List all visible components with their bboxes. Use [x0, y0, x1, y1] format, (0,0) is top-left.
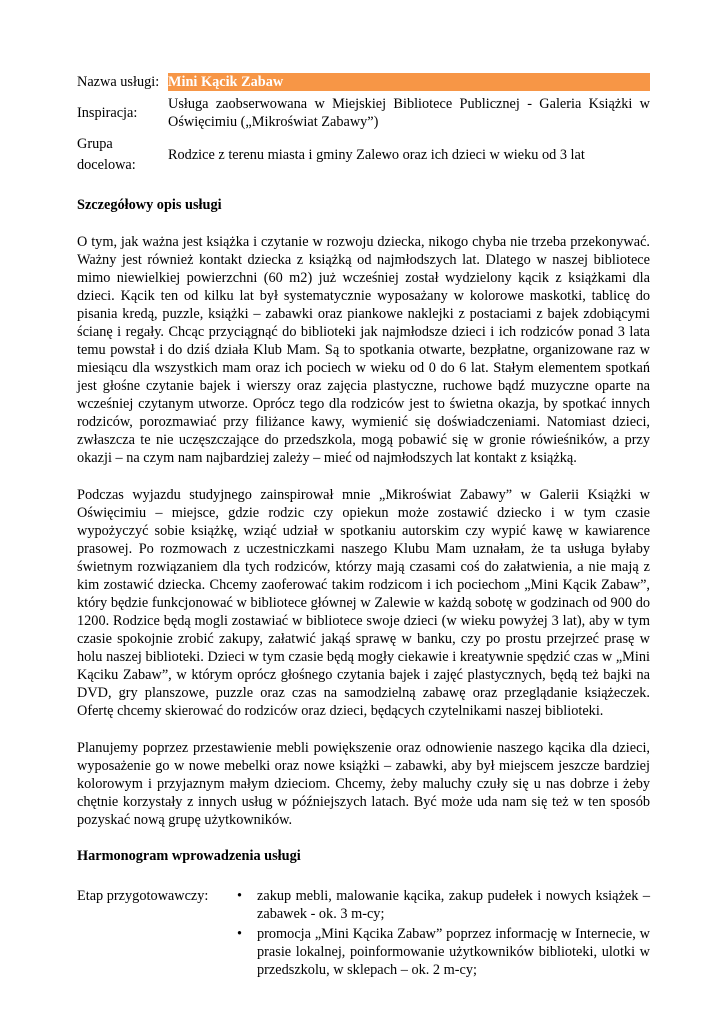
- document-page: [77, 73, 650, 981]
- preparation-stage-label: Etap przygotowawczy:: [77, 888, 209, 904]
- description-paragraph-2: Podczas wyjazdu studyjnego zainspirował mnie „Mikroświat Zabawy” w Galerii Książki w Oświęcimiu – miejsce, gdzie rodzic czy opiekun może zostawić dziecko i w tym czasie wypożyczyć sobie książkę, wziąć udział w spotkaniu autorskim czy wypić kawę w kawiarence prasowej. Po rozmowach z uczestniczkami naszego Klubu Mam uznałam, że ta usługa byłaby świetnym rozwiązaniem dla tych rodziców, którzy mają czasami coś do załatwienia, a nie mają z kim zostawić dziecka. Chcemy zaoferować takim rodzicom i ich pociechom „Mini Kącik Zabaw”, który będzie funkcjonować w bibliotece głównej w Zalewie w każdą sobotę w godzinach od 900 do 1200. Rodzice będą mogli zostawiać w bibliotece swoje dzieci (w wieku powyżej 3 lat), aby w tym czasie spokojnie zrobić zakupy, załatwić jakąś sprawę w banku, czy po prostu przejrzeć prasę w holu naszej biblioteki. Dzieci w tym czasie będą mogły ciekawie i kreatywnie spędzić czas w „Mini Kąciku Zabaw”, w którym oprócz głośnego czytania bajek i zajęć plastycznych, będą też bajki na DVD, gry planszowe, puzzle oraz czas na samodzielną zabawę oraz przeglądanie książeczek. Ofertę chcemy skierować do rodziców oraz dzieci, będących czytelnikami naszej biblioteki.: [77, 487, 650, 719]
- target-group-label-line2: docelowa:: [77, 157, 136, 173]
- list-item-text: promocja „Mini Kącika Zabaw” poprzez informację w Internecie, w prasie lokalnej, poinformowanie użytkowników biblioteki, ulotki w przedszkolu, w sklepach – ok. 2 m-cy;: [257, 926, 650, 978]
- inspiration-value: Usługa zaobserwowana w Miejskiej Bibliotece Publicznej - Galeria Książki w Oświęcimiu („Mikroświat Zabawy”): [168, 96, 650, 130]
- service-name-row: [77, 73, 650, 91]
- preparation-stage-list: [235, 887, 650, 981]
- description-paragraph-3: Planujemy poprzez przestawienie mebli powiększenie oraz odnowienie naszego kącika dla dzieci, wyposażenie go w nowe mebelki oraz nowe książki – zabawki, aby był miejscem jeszcze bardziej kolorowym i przyjaznym małym dzieciom. Chcemy, żeby maluchy czuły się u nas dobrze i żeby chętnie korzystały z innych usług w późniejszych latach. Być może uda nam się też w ten sposób pozyskać nową grupę użytkowników.: [77, 740, 650, 828]
- inspiration-row: [77, 91, 650, 131]
- schedule-heading: Harmonogram wprowadzenia usługi: [77, 848, 301, 864]
- service-name-label: Nazwa usługi:: [77, 74, 160, 90]
- target-group-value: Rodzice z terenu miasta i gminy Zalewo oraz ich dzieci w wieku od 3 lat: [168, 146, 585, 163]
- target-group-label: [77, 131, 168, 174]
- description-heading: Szczegółowy opis usługi: [77, 197, 222, 213]
- target-group-label-line1: Grupa: [77, 136, 113, 152]
- service-name-value: Mini Kącik Zabaw: [168, 73, 650, 91]
- inspiration-label: Inspiracja:: [77, 105, 138, 121]
- bullet-icon: •: [237, 888, 243, 904]
- target-group-row: [77, 131, 650, 174]
- description-paragraph-1: O tym, jak ważna jest książka i czytanie w rozwoju dziecka, nikogo chyba nie trzeba przekonywać. Ważny jest również kontakt dziecka z książką od najmłodszych lat. Dlatego w naszej bibliotece mimo niewielkiej powierzchni (60 m2) już wcześniej został wydzielony kącik z książkami dla dzieci. Kącik ten od kilku lat był systematycznie wyposażany w kolorowe maskotki, tablicę do pisania kredą, puzzle, książki – zabawki oraz piankowe naklejki z postaciami z bajek zdobiącymi ścianę i regały. Chcąc przyciągnąć do biblioteki jak najmłodsze dzieci i ich rodziców ponad 3 lata temu powstał i do dziś działa Klub Mam. Są to spotkania otwarte, bezpłatne, organizowane raz w miesiącu dla wszystkich mam oraz ich pociech w wieku od 0 do 6 lat. Stałym elementem spotkań jest głośne czytanie bajek i wierszy oraz zajęcia plastyczne, ruchowe bądź muzyczne oparte na wcześniej czytanym utworze. Oprócz tego dla rodziców jest to świetna okazja, by spotkać innych rodziców, porozmawiać przy filiżance kawy, wymienić się doświadczeniami. Natomiast dzieci, zwłaszcza te nie uczęszczające do przedszkola, mogą pobawić się w gronie rówieśników, a przy okazji – na czym nam najbardziej zależy – mieć od najmłodszych lat kontakt z książką.: [77, 234, 650, 466]
- bullet-icon: •: [237, 926, 243, 942]
- list-item-text: zakup mebli, malowanie kącika, zakup pudełek i nowych książek – zabawek - ok. 3 m-cy;: [257, 888, 650, 922]
- list-item: [235, 925, 650, 979]
- service-info-table: [77, 73, 650, 174]
- list-item: [235, 887, 650, 923]
- preparation-stage: [77, 887, 650, 981]
